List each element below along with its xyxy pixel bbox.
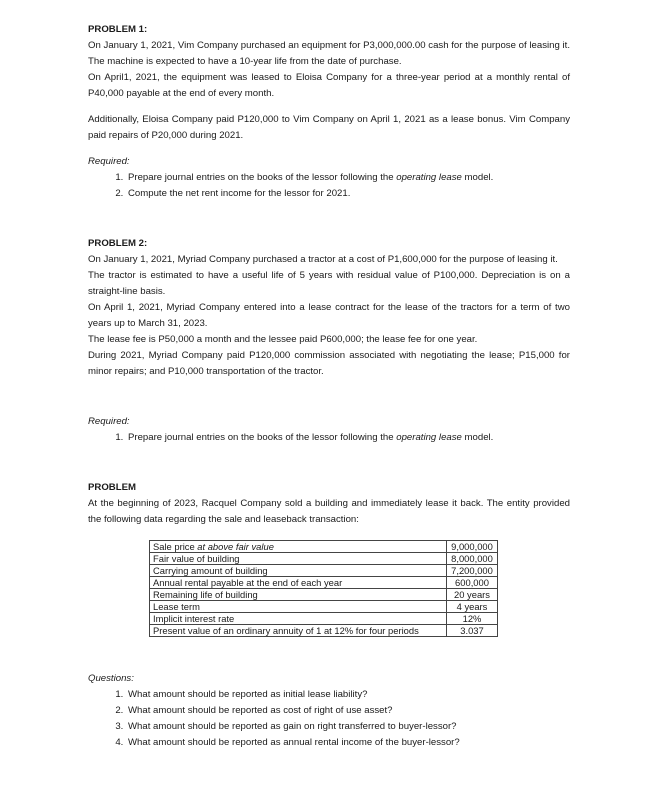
problem-3-heading: PROBLEM (88, 482, 136, 493)
problem-1-required-label: Required: (88, 156, 130, 167)
problem-3-section (88, 480, 570, 751)
problem-1-section (88, 22, 570, 202)
list-item: 2. What amount should be reported as cost of right of use asset? (126, 703, 570, 719)
problem-2-paragraph-5: During 2021, Myriad Company paid P120,000 commission associated with negotiating the lease; P15,000 for minor repairs; and P10,000 transportation of the tractor. (88, 350, 570, 377)
problem-3-paragraph-1: At the beginning of 2023, Racquel Company sold a building and immediately lease it back. The entity provided the following data regarding the sale and leaseback transaction: (88, 498, 570, 525)
list-item: 3. What amount should be reported as gain on right transferred to buyer-lessor? (126, 719, 570, 735)
table-row: Annual rental payable at the end of each year 600,000 (150, 577, 498, 589)
problem-2-section (88, 236, 570, 446)
problem-2-heading: PROBLEM 2: (88, 238, 148, 249)
list-item: 1. What amount should be reported as initial lease liability? (126, 687, 570, 703)
table-row: Sale price at above fair value 9,000,000 (150, 541, 498, 553)
problem-2-required-list (88, 430, 570, 446)
problem-2-paragraph-4: The lease fee is P50,000 a month and the lessee paid P600,000; the lease fee for one year. (88, 334, 478, 345)
table-row: Lease term 4 years (150, 601, 498, 613)
problem-2-required-label: Required: (88, 416, 130, 427)
problem-2-paragraph-2: The tractor is estimated to have a useful life of 5 years with residual value of P100,000. Depreciation is on a straight-line basis. (88, 270, 570, 297)
list-item: 2. Compute the net rent income for the lessor for 2021. (126, 186, 570, 202)
problem-1-paragraph-2: On April1, 2021, the equipment was leased to Eloisa Company for a three-year period at a monthly rental of P40,000 payable at the end of every month. (88, 72, 570, 99)
problem-2-paragraph-1: On January 1, 2021, Myriad Company purchased a tractor at a cost of P1,600,000 for the purpose of leasing it. (88, 254, 558, 265)
list-item: 4. What amount should be reported as annual rental income of the buyer-lessor? (126, 735, 570, 751)
list-item: 1. Prepare journal entries on the books of the lessor following the operating lease model. (126, 170, 570, 186)
problem-1-heading: PROBLEM 1: (88, 24, 148, 35)
problem-1-paragraph-1: On January 1, 2021, Vim Company purchased an equipment for P3,000,000.00 cash for the purpose of leasing it. The machine is expected to have a 10-year life from the date of purchase. (88, 40, 570, 67)
questions-list (88, 687, 570, 751)
table-row: Fair value of building 8,000,000 (150, 553, 498, 565)
table-row: Implicit interest rate 12% (150, 613, 498, 625)
questions-label: Questions: (88, 673, 134, 684)
table-row: Remaining life of building 20 years (150, 589, 498, 601)
problem-2-paragraph-3: On April 1, 2021, Myriad Company entered into a lease contract for the lease of the tractors for a term of two years up to March 31, 2023. (88, 302, 570, 329)
problem-1-paragraph-3: Additionally, Eloisa Company paid P120,000 to Vim Company on April 1, 2021 as a lease bonus. Vim Company paid repairs of P20,000 during 2021. (88, 114, 570, 141)
table-row: Present value of an ordinary annuity of 1 at 12% for four periods 3.037 (150, 625, 498, 637)
table-row: Carrying amount of building 7,200,000 (150, 565, 498, 577)
sale-leaseback-data-table (149, 540, 498, 637)
document-page (88, 22, 570, 751)
list-item: 1. Prepare journal entries on the books of the lessor following the operating lease model. (126, 430, 570, 446)
problem-1-required-list (88, 170, 570, 202)
